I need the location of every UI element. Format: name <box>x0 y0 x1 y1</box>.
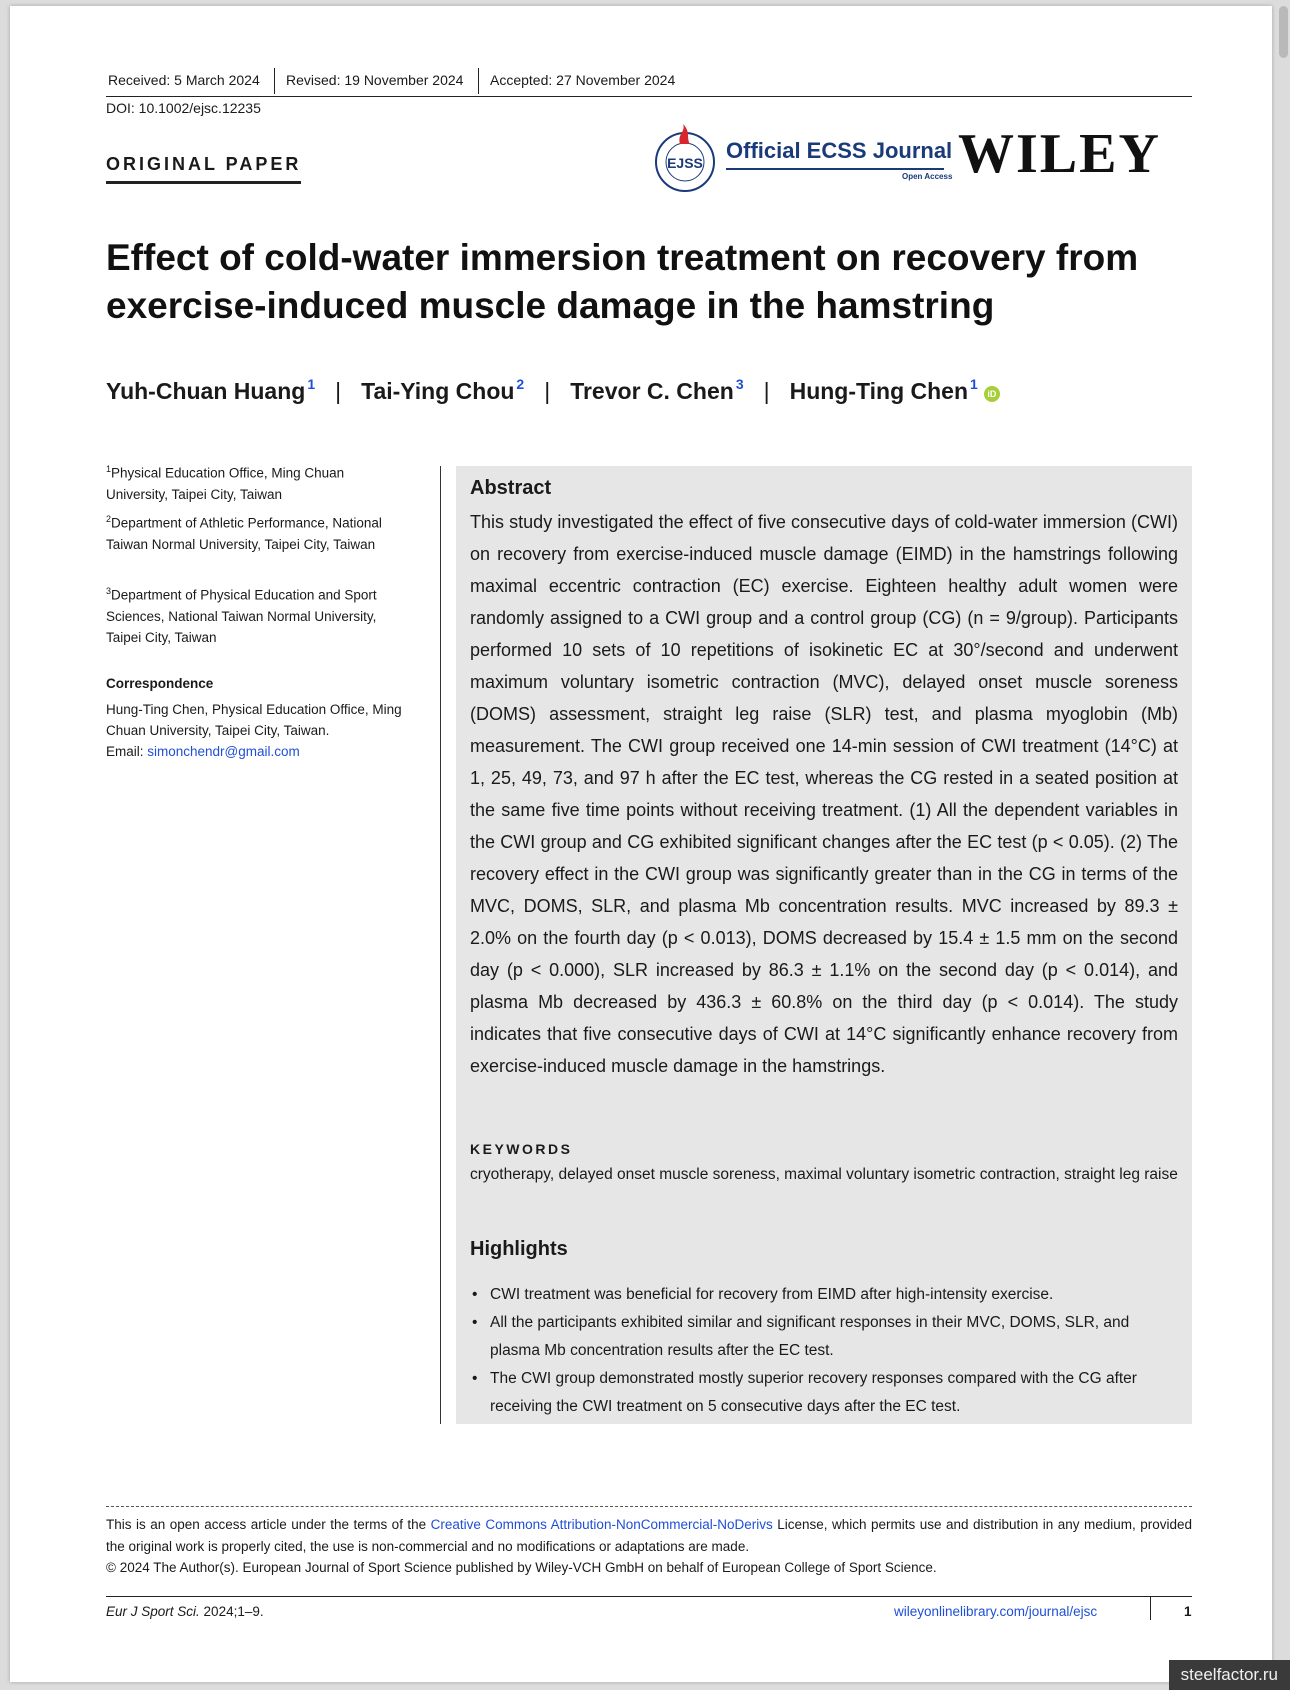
abstract-rule <box>440 466 441 1424</box>
author-affiliation-ref[interactable]: 1 <box>970 376 978 392</box>
scrollbar[interactable] <box>1279 6 1288 58</box>
watermark: steelfactor.ru <box>1169 1660 1290 1690</box>
dates-bar <box>106 66 1192 97</box>
paper-page <box>10 6 1272 1682</box>
journal-website-link[interactable]: wileyonlinelibrary.com/journal/ejsc <box>894 1604 1098 1619</box>
ecss-underline <box>726 168 944 170</box>
footer-rule <box>106 1596 1192 1597</box>
open-access-label: Open Access <box>902 172 953 181</box>
author-name[interactable]: Yuh-Chuan Huang <box>106 378 306 404</box>
license-note: This is an open access article under the terms of the Creative Commons Attribution-NonCommercial-NoDerivs License, which permits use and distribution in any medium, provided the original work is properly cited, the use is non-commercial and no modifications or adaptations are made. <box>106 1517 1192 1554</box>
author-name[interactable]: Trevor C. Chen <box>570 378 734 404</box>
affiliation: $^1$Physical Education Office, Ming Chuan University, Taipei City, Taiwan <box>106 464 345 502</box>
doi[interactable]: DOI: 10.1002/ejsc.12235 <box>106 100 261 116</box>
ejss-seal-text: EJSS <box>667 155 703 171</box>
received-date: Received: 5 March 2024 <box>108 72 260 88</box>
author-list <box>106 376 1000 405</box>
highlights-heading: Highlights <box>470 1238 568 1260</box>
keywords-text: cryotherapy, delayed onset muscle soreness, maximal voluntary isometric contraction, straight leg raise <box>470 1166 1178 1183</box>
divider <box>478 68 479 94</box>
page-number: 1 <box>1184 1604 1192 1619</box>
copyright: © 2024 The Author(s). European Journal of Sport Science published by Wiley-VCH GmbH on behalf of European College of Sport Science. <box>106 1560 937 1575</box>
separator: | <box>763 378 770 404</box>
journal-citation: Eur J Sport Sci. 2024;1–9. <box>106 1604 264 1619</box>
article-type: ORIGINAL PAPER <box>106 154 301 184</box>
wiley-logo: WILEY <box>958 123 1161 185</box>
license-link[interactable]: Creative Commons Attribution-NonCommercial-NoDerivs <box>430 1517 773 1532</box>
keywords-heading: KEYWORDS <box>470 1141 573 1157</box>
revised-date: Revised: 19 November 2024 <box>286 72 464 88</box>
correspondence-heading: Correspondence <box>106 676 214 691</box>
separator: | <box>544 378 551 404</box>
highlights-list <box>470 1281 1178 1421</box>
correspondence: Hung-Ting Chen, Physical Education Office, Ming Chuan University, Taipei City, Taiwan. Email: simonchendr@gmail.com <box>106 702 402 759</box>
orcid-icon[interactable]: iD <box>984 386 1000 402</box>
footer-divider <box>1150 1596 1151 1620</box>
highlight-item: • CWI treatment was beneficial for recovery from EIMD after high-intensity exercise. <box>470 1281 1178 1309</box>
separator: | <box>335 378 342 404</box>
ejss-seal-icon <box>650 124 720 194</box>
author-affiliation-ref[interactable]: 3 <box>735 376 744 392</box>
author-name[interactable]: Hung-Ting Chen <box>789 378 969 404</box>
highlight-item: • All the participants exhibited similar and significant responses in their MVC, DOMS, SLR, and plasma Mb concentration results after the EC test. <box>470 1309 1178 1365</box>
abstract-heading: Abstract <box>470 477 552 499</box>
ecss-label: Official ECSS Journal <box>726 138 953 163</box>
accepted-date: Accepted: 27 November 2024 <box>490 72 676 88</box>
author-affiliation-ref[interactable]: 1 <box>307 376 316 392</box>
abstract-text: This study investigated the effect of five consecutive days of cold-water immersion (CWI) on recovery from exercise-induced muscle damage (EIMD) in the hamstrings following maximal eccentric contraction (EC) exercise. Eighteen healthy adult women were randomly assigned to a CWI group and a control group (CG) (n = 9/group). Participants performed 10 sets of 10 repetitions of isokinetic EC at 30°/second and underwent maximum voluntary isometric contraction (MVC), delayed onset muscle soreness (DOMS) assessment, straight leg raise (SLR) test, and plasma myoglobin (Mb) measurement. The CWI group received one 14-min session of CWI treatment (14°C) at 1, 25, 49, 73, and 97 h after the EC test, whereas the CG rested in a seated position at the same five time points without receiving treatment. (1) All the dependent variables in the CWI group and CG exhibited significant changes after the EC test (p < 0.05). (2) The recovery effect in the CWI group was significantly greater than in the CG in terms of the MVC, DOMS, SLR, and plasma Mb concentration results. MVC increased by 89.3 ± 2.0% on the fourth day (p < 0.013), DOMS decreased by 15.4 ± 1.5 mm on the second day (p < 0.000), SLR increased by 86.3 ± 1.1% on the second day (p < 0.014), and plasma Mb decreased by 436.3 ± 60.8% on the third day (p < 0.014). The study indicates that five consecutive days of CWI at 14°C significantly enhance recovery from exercise-induced muscle damage in the hamstrings. <box>470 512 1178 1076</box>
affiliation: $^2$Department of Athletic Performance, National Taiwan Normal University, Taipei City, Taiwan <box>106 514 382 552</box>
paper-title: Effect of cold-water immersion treatment on recovery from exercise-induced muscle damage in the hamstring <box>106 237 1139 326</box>
divider <box>274 68 275 94</box>
highlight-item: • The CWI group demonstrated mostly superior recovery responses compared with the CG after receiving the CWI treatment on 5 consecutive days after the EC test. <box>470 1365 1178 1421</box>
email-link[interactable]: simonchendr@gmail.com <box>147 744 300 759</box>
footnote-divider <box>106 1506 1192 1507</box>
author-affiliation-ref[interactable]: 2 <box>516 376 525 392</box>
author-name[interactable]: Tai-Ying Chou <box>361 378 515 404</box>
affiliation: $^3$Department of Physical Education and Sport Sciences, National Taiwan Normal University, Taipei City, Taiwan <box>106 586 377 645</box>
journal-logos <box>650 124 1194 190</box>
